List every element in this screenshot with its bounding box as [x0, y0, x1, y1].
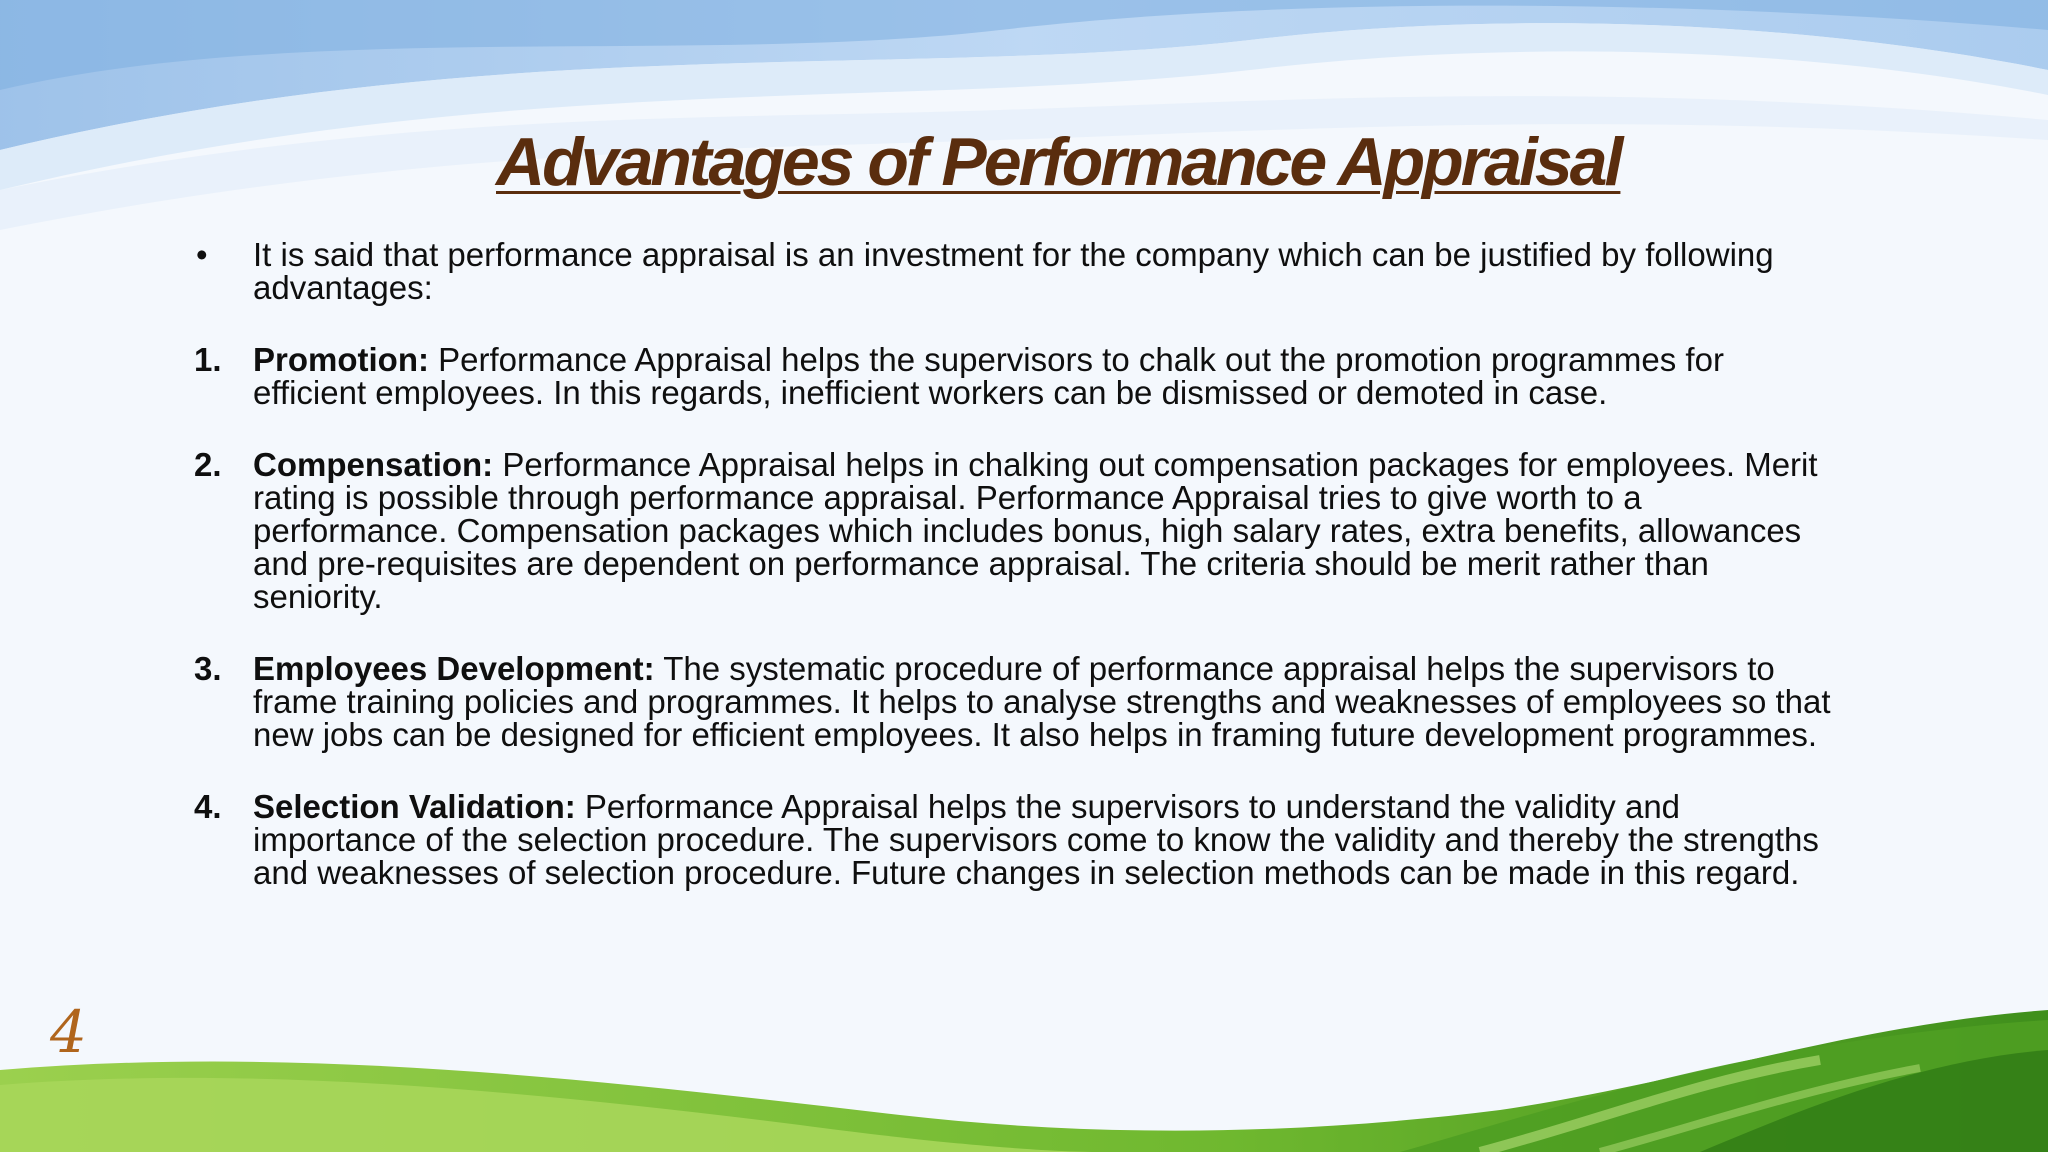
list-item-body: The systematic procedure of performance appraisal helps the supervisors to frame training policies and programmes. It helps to analyse strengths and weaknesses of employees so that new jobs can be designed for efficient employees. It also helps in framing future development programmes.: [253, 650, 1831, 753]
list-item-employees-development: [194, 652, 1834, 751]
list-item-text: [253, 448, 1834, 613]
bullet-marker: •: [196, 236, 208, 273]
slide-number: 4: [50, 998, 87, 1066]
list-item-text: [253, 343, 1834, 409]
list-number: 1.: [194, 341, 222, 378]
list-item-text: [253, 652, 1834, 751]
list-item-heading: Promotion:: [253, 341, 429, 378]
list-item-heading: Employees Development:: [253, 650, 655, 687]
list-item-heading: Compensation:: [253, 446, 494, 483]
list-item-body: Performance Appraisal helps in chalking out compensation packages for employees. Merit rating is possible through performance appraisal. Performance Appraisal tries to give worth to a performance. Compensation packages which includes bonus, high salary rates, extra benefits, allowances and pre-requisites are dependent on performance appraisal. The criteria should be merit rather than seniority.: [253, 446, 1818, 615]
list-item-heading: Selection Validation:: [253, 788, 576, 825]
list-number: 4.: [194, 788, 222, 825]
list-item-promotion: [194, 343, 1834, 409]
list-item-selection-validation: [194, 790, 1834, 889]
slide-title: Advantages of Performance Appraisal: [496, 124, 1621, 200]
list-item-body: Performance Appraisal helps the supervisors to understand the validity and importance of the selection procedure. The supervisors come to know the validity and thereby the strengths and weaknesses of selection procedure. Future changes in selection methods can be made in this regard.: [253, 788, 1819, 891]
list-item-compensation: [194, 448, 1834, 613]
list-item-body: Performance Appraisal helps the supervisors to chalk out the promotion programmes for efficient employees. In this regards, inefficient workers can be dismissed or demoted in case.: [253, 341, 1724, 411]
list-number: 2.: [194, 446, 222, 483]
intro-text: It is said that performance appraisal is an investment for the company which can be justified by following advantages:: [253, 236, 1774, 306]
slide-content: [194, 238, 1834, 928]
list-item-text: [253, 790, 1834, 889]
list-number: 3.: [194, 650, 222, 687]
intro-bullet: [194, 238, 1834, 304]
